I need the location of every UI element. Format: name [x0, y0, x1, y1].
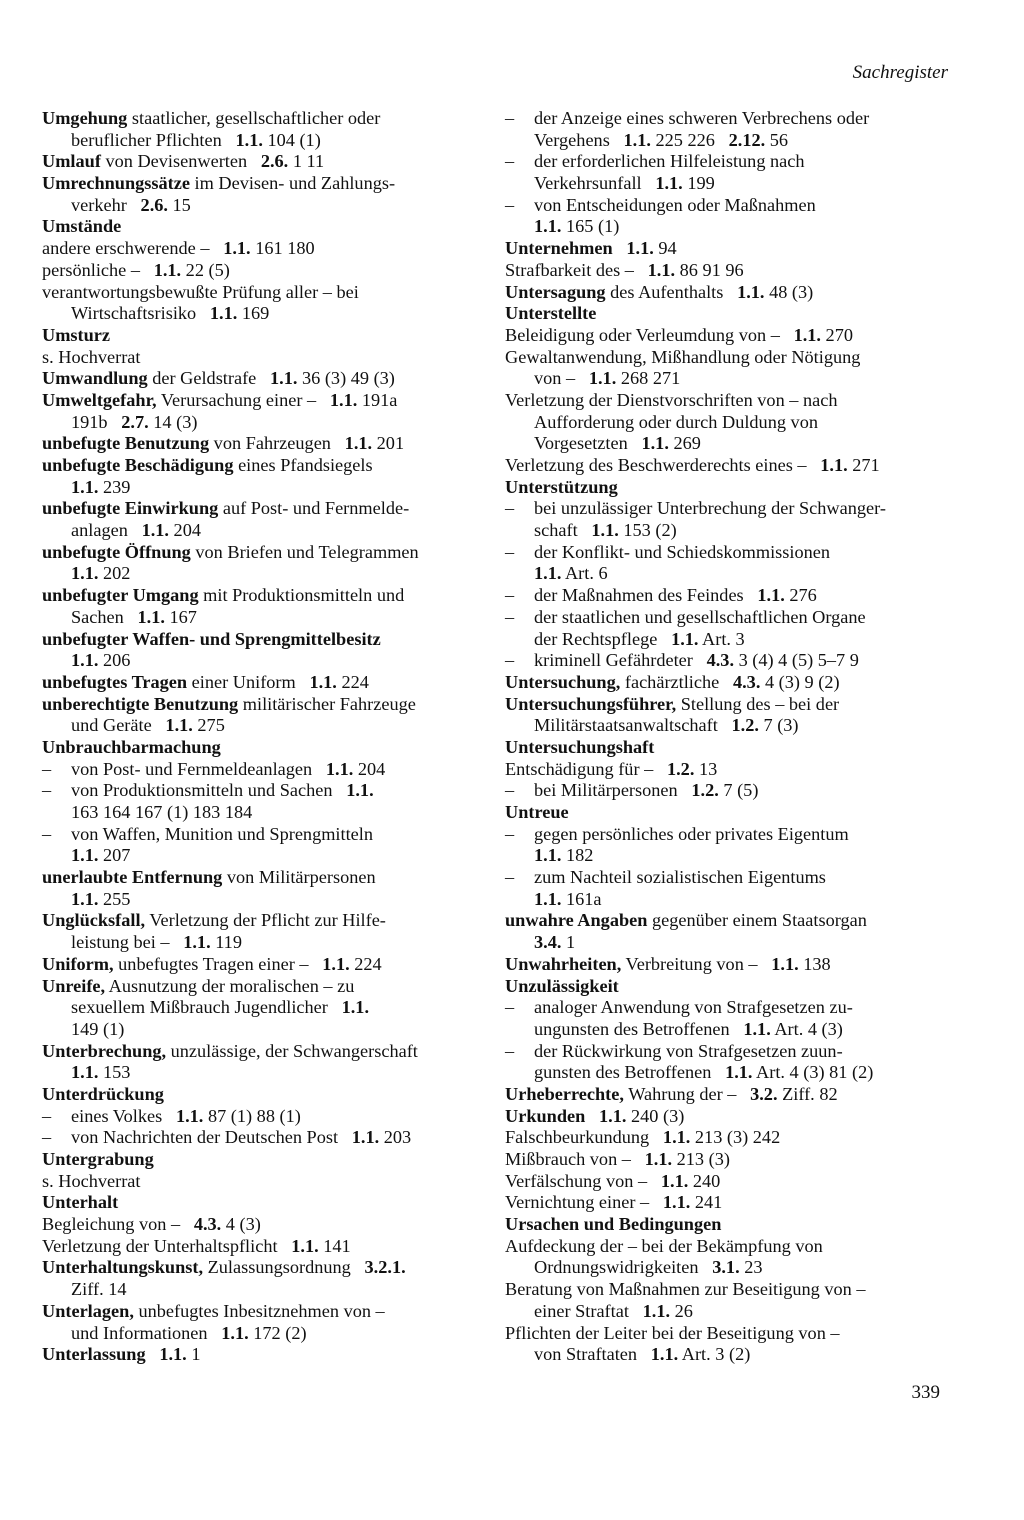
- bold-term: 1.1.: [209, 303, 238, 324]
- index-subentry: 163 164 167 (1) 183 184: [71, 802, 253, 822]
- index-subentry: – von Post- und Fernmeldeanlagen 1.1. 204: [42, 759, 472, 781]
- index-subentry: – bei Militärpersonen 1.2. 7 (5): [505, 780, 945, 802]
- bold-term: 1.1.: [623, 129, 651, 150]
- index-subentry: Vergehens 1.1. 225 226 2.12. 56: [534, 129, 789, 150]
- index-entry: unbefugte Öffnung von Briefen und Telegrammen: [42, 541, 419, 562]
- bold-term: 1.1.: [591, 520, 619, 541]
- index-subentry: – der Rückwirkung von Strafgesetzen zuun-: [505, 1041, 945, 1063]
- index-entry: [42, 629, 472, 651]
- bold-term: 1.1.: [534, 888, 562, 909]
- index-entry: unbefugte Benutzung von Fahrzeugen 1.1. 201: [42, 433, 405, 454]
- bold-term: 1.1.: [534, 216, 562, 237]
- bold-term: Unterhaltungskunst,: [42, 1257, 204, 1278]
- bold-term: Unreife,: [42, 975, 106, 996]
- index-subentry: Pflichten der Leiter bei der Beseitigung von –: [505, 1322, 840, 1343]
- bold-term: 1.1.: [270, 368, 298, 389]
- index-subentry: – analoger Anwendung von Strafgesetzen zu-: [505, 997, 945, 1019]
- index-subentry: 1.1. 206: [71, 650, 131, 671]
- index-entry: Unterlassung 1.1. 1: [42, 1344, 201, 1365]
- index-subentry: einer Straftat 1.1. 26: [534, 1300, 693, 1321]
- index-subentry: s. Hochverrat: [42, 1170, 141, 1191]
- index-entry: [505, 737, 945, 759]
- bold-term: 1.1.: [660, 1170, 689, 1191]
- index-entry: Unwahrheiten, Verbreitung von – 1.1. 138: [505, 953, 831, 974]
- bold-term: 1.1.: [743, 1018, 771, 1039]
- index-subentry: und Geräte 1.1. 275: [71, 715, 225, 736]
- bold-term: 4.3.: [732, 671, 761, 692]
- index-entry: Unterlagen, unbefugtes Inbesitznehmen von –: [42, 1300, 385, 1321]
- bold-term: Unterstützung: [505, 476, 618, 497]
- bold-term: 1.2.: [666, 758, 695, 779]
- bold-term: Unglücksfall,: [42, 910, 146, 931]
- bold-term: 1.1.: [626, 238, 654, 259]
- bold-term: Ursachen und Bedingungen: [505, 1214, 722, 1235]
- index-subentry: leistung bei – 1.1. 119: [71, 932, 242, 953]
- index-entry: Untersuchung, fachärztliche 4.3. 4 (3) 9 (2): [505, 671, 840, 692]
- index-subentry: – zum Nachteil sozialistischen Eigentums: [505, 867, 945, 889]
- bold-term: 1.1.: [642, 1300, 671, 1321]
- bold-term: 1.1.: [71, 563, 99, 584]
- index-subentry: – der Anzeige eines schweren Verbrechens oder: [505, 108, 945, 130]
- bold-term: 2.12.: [728, 129, 766, 150]
- index-subentry: Verfälschung von – 1.1. 240: [505, 1170, 721, 1191]
- index-subentry: Verletzung des Beschwerderechts eines – 1.1. 271: [505, 455, 880, 475]
- index-subentry: – der Maßnahmen des Feindes 1.1. 276: [505, 585, 945, 607]
- bold-term: 1.1.: [662, 1192, 691, 1213]
- bold-term: 1.1.: [137, 606, 165, 627]
- index-subentry: Mißbrauch von – 1.1. 213 (3): [505, 1149, 730, 1169]
- index-subentry: – gegen persönliches oder privates Eigentum: [505, 824, 945, 846]
- bold-term: 1.1.: [588, 368, 617, 389]
- bold-term: 3.2.1.: [364, 1257, 406, 1278]
- index-entry: unbefugte Beschädigung eines Pfandsiegels: [42, 455, 373, 475]
- bold-term: 4.3.: [193, 1214, 222, 1235]
- bold-term: unbefugte Beschädigung: [42, 455, 234, 475]
- index-subentry: verantwortungsbewußte Prüfung aller – bei: [42, 281, 359, 302]
- index-subentry: der Rechtspflege 1.1. Art. 3: [534, 628, 745, 649]
- bold-term: 1.1.: [291, 1235, 319, 1256]
- index-entry: [42, 1149, 472, 1171]
- index-subentry: 1.1. 182: [534, 845, 594, 866]
- bold-term: 1.1.: [534, 563, 562, 584]
- index-subentry: 1.1. 202: [71, 563, 131, 584]
- index-entry: Uniform, unbefugtes Tragen einer – 1.1. 224: [42, 953, 382, 974]
- left-column: [42, 108, 472, 1366]
- index-entry: [505, 802, 945, 824]
- index-subentry: persönliche – 1.1. 22 (5): [42, 259, 230, 280]
- bold-term: 1.1.: [737, 281, 765, 302]
- index-subentry: Beleidigung oder Verleumdung von – 1.1. 270: [505, 324, 853, 345]
- index-subentry: von – 1.1. 268 271: [534, 368, 681, 389]
- bold-term: Umrechnungssätze: [42, 173, 190, 194]
- right-column: [505, 108, 945, 1366]
- bold-term: Unterbrechung,: [42, 1040, 167, 1061]
- index-entry: Umrechnungssätze im Devisen- und Zahlungs-: [42, 173, 396, 194]
- bold-term: Untersuchungsführer,: [505, 693, 677, 714]
- index-entry: [42, 216, 472, 238]
- index-subentry: 149 (1): [71, 1018, 125, 1039]
- index-entry: Urkunden 1.1. 240 (3): [505, 1105, 685, 1126]
- index-subentry: Wirtschaftsrisiko 1.1. 169: [71, 303, 270, 324]
- bold-term: 1.2.: [691, 780, 719, 801]
- bold-term: 1.1.: [235, 129, 263, 150]
- bold-term: Urkunden: [505, 1105, 586, 1126]
- index-entry: [42, 325, 472, 347]
- bold-term: 1.1.: [820, 455, 848, 475]
- bold-term: Untersuchungshaft: [505, 736, 655, 757]
- running-header: Sachregister: [852, 62, 948, 83]
- index-subentry: Vernichtung einer – 1.1. 241: [505, 1192, 723, 1213]
- index-entry: [42, 737, 472, 759]
- index-entry: Umlauf von Devisenwerten 2.6. 1 11: [42, 151, 325, 172]
- bold-term: Untreue: [505, 802, 569, 822]
- bold-term: Untergrabung: [42, 1149, 154, 1169]
- index-entry: unbefugte Einwirkung auf Post- und Fernmelde-: [42, 498, 410, 519]
- index-subentry: Aufdeckung der – bei der Bekämpfung von: [505, 1235, 823, 1256]
- bold-term: 1.2.: [731, 715, 759, 736]
- index-entry: Unreife, Ausnutzung der moralischen – zu: [42, 975, 355, 996]
- index-entry: Unterbrechung, unzulässige, der Schwangerschaft: [42, 1040, 418, 1061]
- index-subentry: 1.1. 161a: [534, 888, 602, 909]
- bold-term: Umsturz: [42, 324, 111, 345]
- index-entry: Unternehmen 1.1. 94: [505, 238, 677, 259]
- index-subentry: – kriminell Gefährdeter 4.3. 3 (4) 4 (5) 5–7 9: [505, 650, 945, 672]
- index-subentry: Strafbarkeit des – 1.1. 86 91 96: [505, 259, 744, 280]
- index-entry: Unterhaltungskunst, Zulassungsordnung 3.2.1.: [42, 1257, 406, 1278]
- index-entry: Umwandlung der Geldstrafe 1.1. 36 (3) 49 (3): [42, 368, 395, 389]
- bold-term: 2.7.: [121, 411, 149, 432]
- index-subentry: – von Produktionsmitteln und Sachen 1.1.: [42, 780, 472, 802]
- index-subentry: 191b 2.7. 14 (3): [71, 411, 198, 432]
- index-subentry: – eines Volkes 1.1. 87 (1) 88 (1): [42, 1106, 472, 1128]
- bold-term: Umweltgefahr,: [42, 389, 157, 410]
- index-entry: [505, 976, 945, 998]
- bold-term: 1.1.: [793, 324, 821, 345]
- bold-term: 1.1.: [309, 671, 337, 692]
- bold-term: Urheberrechte,: [505, 1083, 624, 1104]
- index-subentry: Militärstaatsanwaltschaft 1.2. 7 (3): [534, 715, 799, 736]
- bold-term: unberechtigte Benutzung: [42, 693, 239, 714]
- index-subentry: und Informationen 1.1. 172 (2): [71, 1322, 307, 1343]
- bold-term: Umlauf: [42, 151, 101, 172]
- index-subentry: sexuellem Mißbrauch Jugendlicher 1.1.: [71, 997, 370, 1018]
- bold-term: 2.6.: [260, 151, 289, 172]
- index-subentry: Verletzung der Dienstvorschriften von – nach: [505, 389, 838, 410]
- index-subentry: – von Nachrichten der Deutschen Post 1.1. 203: [42, 1127, 472, 1149]
- bold-term: 1.1.: [153, 259, 182, 280]
- index-subentry: 1.1. Art. 6: [534, 563, 608, 584]
- index-subentry: Sachen 1.1. 167: [71, 606, 197, 627]
- index-subentry: Beratung von Maßnahmen zur Beseitigung von –: [505, 1279, 866, 1300]
- index-entry: unwahre Angaben gegenüber einem Staatsorgan: [505, 910, 867, 931]
- bold-term: Unterdrückung: [42, 1083, 164, 1104]
- bold-term: 1.1.: [71, 650, 99, 671]
- index-subentry: 1.1. 255: [71, 888, 131, 909]
- index-subentry: 3.4. 1: [534, 932, 576, 953]
- bold-term: Umwandlung: [42, 368, 148, 389]
- bold-term: 1.1.: [325, 758, 354, 779]
- bold-term: 1.1.: [344, 433, 373, 454]
- index-subentry: verkehr 2.6. 15: [71, 194, 191, 215]
- index-entry: [505, 303, 945, 325]
- index-entry: unbefugtes Tragen einer Uniform 1.1. 224: [42, 671, 369, 692]
- index-subentry: 1.1. 239: [71, 476, 131, 497]
- bold-term: 3.2.: [750, 1083, 778, 1104]
- bold-term: Uniform,: [42, 953, 114, 974]
- bold-term: 3.4.: [534, 932, 562, 953]
- bold-term: 1.1.: [322, 953, 350, 974]
- bold-term: Unbrauchbarmachung: [42, 736, 221, 757]
- index-subentry: Verkehrsunfall 1.1. 199: [534, 173, 715, 194]
- bold-term: 1.1.: [341, 997, 370, 1018]
- bold-term: Umgehung: [42, 108, 128, 128]
- bold-term: Unterlagen,: [42, 1300, 134, 1321]
- index-subentry: Aufforderung oder durch Duldung von: [534, 411, 818, 432]
- index-subentry: schaft 1.1. 153 (2): [534, 520, 677, 541]
- index-subentry: Vorgesetzten 1.1. 269: [534, 433, 701, 454]
- bold-term: unerlaubte Entfernung: [42, 867, 223, 888]
- index-subentry: Falschbeurkundung 1.1. 213 (3) 242: [505, 1127, 781, 1148]
- index-subentry: ungunsten des Betroffenen 1.1. Art. 4 (3): [534, 1018, 843, 1039]
- bold-term: 3.1.: [712, 1257, 740, 1278]
- bold-term: 1.1.: [351, 1127, 380, 1148]
- bold-term: 1.1.: [662, 1127, 691, 1148]
- bold-term: 1.1.: [534, 845, 562, 866]
- index-subentry: 1.1. 165 (1): [534, 216, 620, 237]
- bold-term: 1.1.: [141, 520, 169, 541]
- bold-term: 1.1.: [757, 585, 785, 606]
- index-subentry: – der staatlichen und gesellschaftlichen Organe: [505, 607, 945, 629]
- index-subentry: – der erforderlichen Hilfeleistung nach: [505, 151, 945, 173]
- bold-term: 1.1.: [599, 1105, 627, 1126]
- index-subentry: Ordnungswidrigkeiten 3.1. 23: [534, 1257, 763, 1278]
- bold-term: 2.6.: [140, 194, 168, 215]
- bold-term: 1.1.: [183, 932, 211, 953]
- bold-term: unbefugter Waffen- und Sprengmittelbesitz: [42, 628, 381, 649]
- index-subentry: Verletzung der Unterhaltspflicht 1.1. 141: [42, 1235, 351, 1256]
- index-entry: unbefugter Umgang mit Produktionsmitteln und: [42, 585, 405, 606]
- bold-term: unbefugter Umgang: [42, 585, 199, 606]
- bold-term: 1.1.: [329, 389, 358, 410]
- index-subentry: von Straftaten 1.1. Art. 3 (2): [534, 1344, 751, 1365]
- bold-term: Unterlassung: [42, 1344, 146, 1365]
- index-entry: Untersuchungsführer, Stellung des – bei der: [505, 693, 840, 714]
- index-entry: Umweltgefahr, Verursachung einer – 1.1. 191a: [42, 389, 398, 410]
- bold-term: unbefugte Einwirkung: [42, 498, 219, 519]
- bold-term: 1.1.: [71, 888, 99, 909]
- bold-term: 1.1.: [71, 1062, 99, 1083]
- bold-term: 1.1.: [165, 715, 193, 736]
- bold-term: Untersagung: [505, 281, 606, 302]
- index-entry: [505, 1214, 945, 1236]
- bold-term: 1.1.: [644, 1149, 673, 1169]
- index-subentry: – bei unzulässiger Unterbrechung der Schwanger-: [505, 498, 945, 520]
- index-entry: unerlaubte Entfernung von Militärpersonen: [42, 867, 376, 888]
- bold-term: Unterstellte: [505, 303, 597, 324]
- bold-term: 1.1.: [71, 845, 99, 866]
- bold-term: 1.1.: [71, 476, 99, 497]
- bold-term: 1.1.: [159, 1344, 187, 1365]
- index-subentry: – von Waffen, Munition und Sprengmitteln: [42, 824, 472, 846]
- bold-term: 4.3.: [706, 650, 735, 671]
- index-entry: [42, 1192, 472, 1214]
- bold-term: unbefugte Benutzung: [42, 433, 210, 454]
- bold-term: 1.1.: [223, 238, 251, 259]
- index-subentry: 1.1. 153: [71, 1062, 131, 1083]
- index-subentry: beruflicher Pflichten 1.1. 104 (1): [71, 129, 321, 150]
- bold-term: 1.1.: [221, 1322, 249, 1343]
- bold-term: 1.1.: [641, 433, 669, 454]
- page-number: 339: [911, 1382, 940, 1403]
- index-subentry: – der Konflikt- und Schiedskommissionen: [505, 542, 945, 564]
- bold-term: 1.1.: [725, 1062, 753, 1083]
- bold-term: unbefugtes Tragen: [42, 671, 188, 692]
- index-subentry: Begleichung von – 4.3. 4 (3): [42, 1214, 261, 1235]
- index-entry: Umgehung staatlicher, gesellschaftlicher oder: [42, 108, 381, 128]
- bold-term: unwahre Angaben: [505, 910, 648, 931]
- bold-term: unbefugte Öffnung: [42, 541, 191, 562]
- index-entry: unberechtigte Benutzung militärischer Fahrzeuge: [42, 693, 416, 714]
- bold-term: Unternehmen: [505, 238, 613, 259]
- index-entry: [42, 1084, 472, 1106]
- index-entry: [505, 477, 945, 499]
- bold-term: 1.1.: [175, 1105, 204, 1126]
- bold-term: Unzulässigkeit: [505, 975, 619, 996]
- index-subentry: gunsten des Betroffenen 1.1. Art. 4 (3) 81 (2): [534, 1062, 874, 1083]
- bold-term: Unterhalt: [42, 1192, 119, 1213]
- index-entry: Urheberrechte, Wahrung der – 3.2. Ziff. 82: [505, 1083, 838, 1104]
- index-subentry: Entschädigung für – 1.2. 13: [505, 758, 718, 779]
- bold-term: 1.1.: [671, 628, 699, 649]
- index-subentry: andere erschwerende – 1.1. 161 180: [42, 238, 315, 259]
- index-subentry: 1.1. 207: [71, 845, 131, 866]
- bold-term: 1.1.: [655, 173, 683, 194]
- bold-term: Umstände: [42, 216, 122, 237]
- index-subentry: Gewaltanwendung, Mißhandlung oder Nötigung: [505, 346, 861, 367]
- index-entry: Untersagung des Aufenthalts 1.1. 48 (3): [505, 281, 814, 302]
- bold-term: 1.1.: [771, 953, 799, 974]
- bold-term: 1.1.: [650, 1344, 679, 1365]
- index-subentry: Ziff. 14: [71, 1279, 127, 1300]
- bold-term: Untersuchung,: [505, 671, 621, 692]
- index-subentry: – von Entscheidungen oder Maßnahmen: [505, 195, 945, 217]
- bold-term: 1.1.: [346, 780, 374, 801]
- index-entry: Unglücksfall, Verletzung der Pflicht zur Hilfe-: [42, 910, 386, 931]
- index-subentry: anlagen 1.1. 204: [71, 520, 201, 541]
- bold-term: Unwahrheiten,: [505, 953, 622, 974]
- index-subentry: s. Hochverrat: [42, 346, 141, 367]
- bold-term: 1.1.: [647, 259, 676, 280]
